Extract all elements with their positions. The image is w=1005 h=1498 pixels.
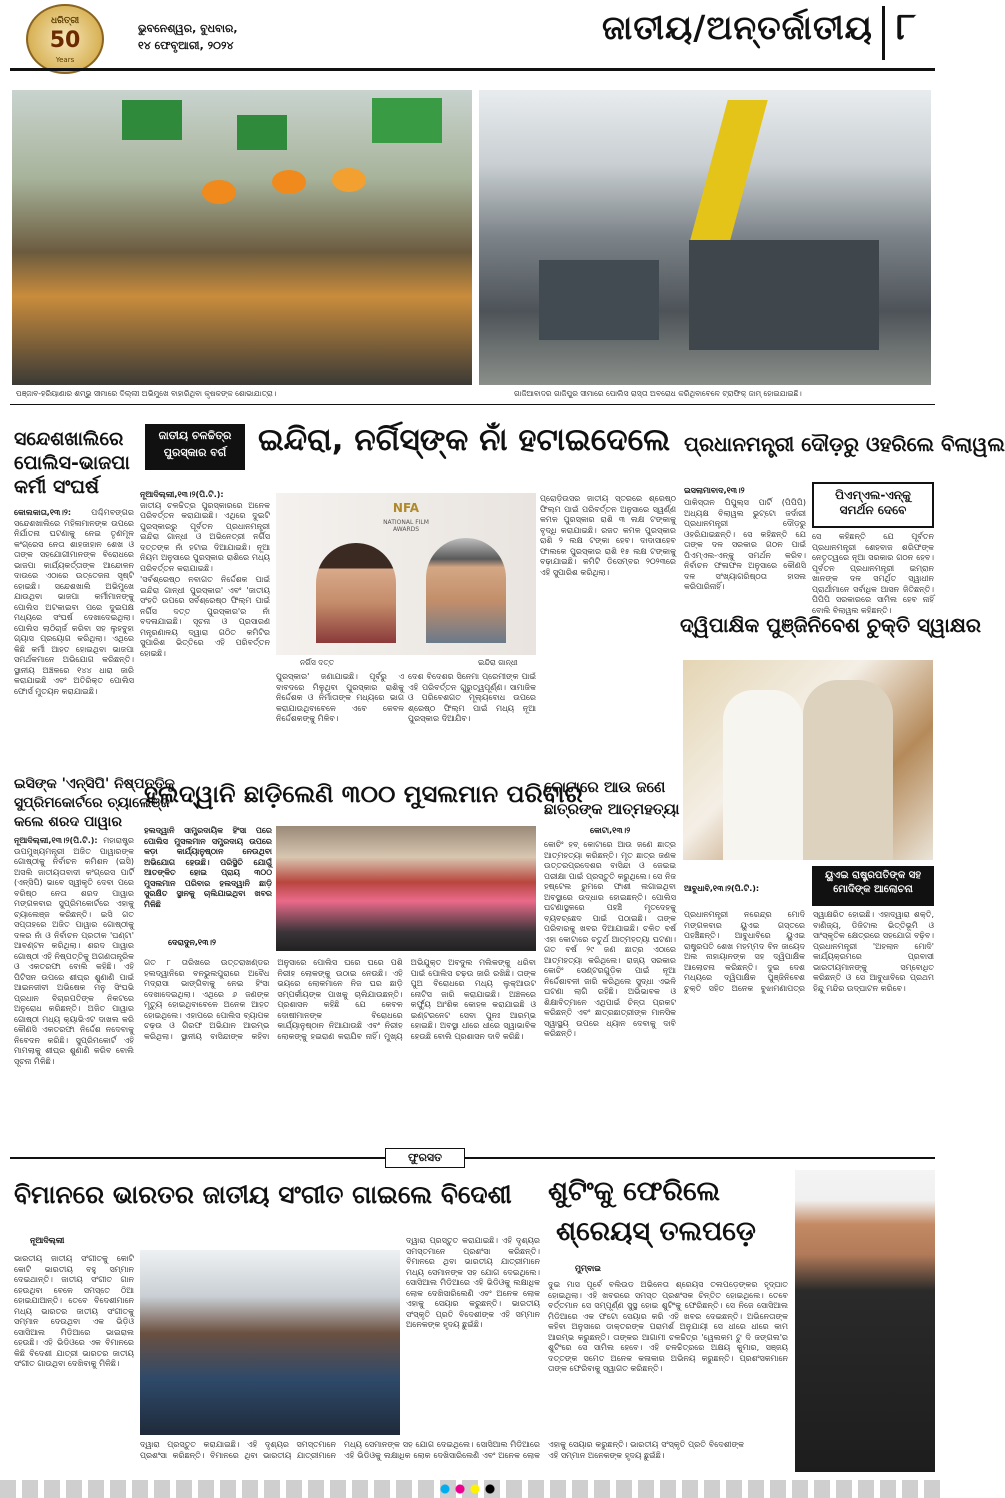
- header-divider: [882, 6, 885, 60]
- pawar-dateline: ନୂଆଦିଲ୍ଲୀ,୧୩।୨(ପି.ଟି.):: [14, 836, 98, 845]
- sandeshkhali-body: ପଶ୍ଚିମବଙ୍ଗର ସନ୍ଦେଶଖାଲିରେ ମହିଳାମାନଙ୍କ ଉପରେ ନିର୍ଯାତନା ଘଟଣାକୁ ନେଇ ତୃଣମୂଳ କଂଗ୍ରେସ ନେତା ଶାହଜାହାନ ଶେଖ ଓ ତାଙ୍କ ସହଯୋଗୀମାନଙ୍କ ବିରୋଧରେ ଭାଜପା କାର୍ଯ୍ୟକର୍ତ୍ତାଙ୍କ ଆନ୍ଦୋଳନ ଦାଉରେ ଏଠାରେ ଉତ୍ତେଜନା ସୃଷ୍ଟି ହୋଇଛି। ସନ୍ଦେଶଖାଲି ଅଭିମୁଖେ ଯାଉଥିବା ଭାଜପା କର୍ମୀମାନଙ୍କୁ ପୋଲିସ ଅଟକାଇବା ପରେ ଦୁଇପକ୍ଷ ମଧ୍ୟରେ ସଂଘର୍ଷ ଦେଖାଦେଇଥିଲା। ପୋଲିସ ଲାଠିଚାର୍ଜ କରିବା ସହ ଲୁହବୁହା ଗ୍ୟାସ ପ୍ରୟୋଗ କରିଥିଲା। ଏଥିରେ କିଛି କର୍ମୀ ଆହତ ହୋଇଥିବା ଭାଜପା ସମର୍ଥକମାନେ ଅଭିଯୋଗ କରିଛନ୍ତି। ସ୍ଥାନୀୟ ଅଞ୍ଚଳରେ ୧୪୪ ଧାରା ଜାରି କରାଯାଇଛି ଏବଂ ଅତିରିକ୍ତ ପୋଲିସ ଫୋର୍ସ ମୁତୟନ କରାଯାଇଛି।: [14, 508, 134, 696]
- pawar-headline-2: ସୁପ୍ରିମକୋର୍ଟରେ ଚ୍ୟାଲେଞ୍ଜ: [14, 795, 170, 811]
- indira-caption: ଇନ୍ଦିରା ଗାନ୍ଧୀ: [478, 658, 518, 667]
- shreyas-headline-1: ଶୁଟିଂକୁ ଫେରିଲେ: [548, 1176, 721, 1207]
- investment-box: [812, 866, 934, 906]
- nargis-caption: ନର୍ଗିସ ଦତ୍ତ: [300, 658, 335, 667]
- section-title: ଜାତୀୟ/ଅନ୍ତର୍ଜାତୀୟ: [602, 8, 873, 47]
- bilawal-dateline: ଇସଲାମାବାଦ,୧୩।୨: [684, 486, 745, 495]
- shreyas-headline-2: ଶ୍ରେୟସ୍ ତଲପଡ଼େ: [556, 1216, 756, 1247]
- section-rule: [10, 404, 935, 405]
- truck-shape: [689, 240, 879, 350]
- pawar-headline-3: କଲେ ଶରଦ ପାୱାର: [14, 814, 122, 830]
- sandeshkhali-headline-1: ସନ୍ଦେଶଖାଲିରେ: [14, 428, 124, 450]
- investment-headline: ଦ୍ୱିପାକ୍ଷିକ ପୁଞ୍ଜିନିବେଶ ଚୁକ୍ତି ସ୍ୱାକ୍ଷର: [680, 613, 982, 637]
- film-awards-col4: ପୁରସ୍କାର' ଜଣାଯାଇଛି। ପୂର୍ବରୁ ଏ ବାବଦରେ ମିଳୁଥିବା ପୁରସ୍କାର ରାଶିକୁ ନିର୍ଦ୍ଦେଶକ ଓ ନିର୍ମାତାଙ୍କ ମଧ୍ୟରେ ଭାଗ କରାଯାଉଥିବାବେଳେ ଏବେ କେବଳ ନିର୍ଦ୍ଦେଶକଙ୍କୁ ମିଳିବ।: [276, 672, 404, 723]
- sandeshkhali-dateline: କୋଲକାତା,୧୩।୨:: [14, 508, 72, 517]
- investment-body: ପ୍ରଧାନମନ୍ତ୍ରୀ ନରେନ୍ଦ୍ର ମୋଦି ମଙ୍ଗଳବାର ୟୁଏଇ ଗସ୍ତରେ ପହଞ୍ଚିଛନ୍ତି। ଆବୁଧାବିରେ ୟୁଏଇ ରାଷ୍ଟ୍ରପତି ଶେଖ ମହମ୍ମଦ ବିନ ଜାୟେଦ ଅଲ ନାହାୟାନଙ୍କ ସହ ଦ୍ୱିପାକ୍ଷିକ ଆଲୋଚନା କରିଛନ୍ତି। ଦୁଇ ଦେଶ ମଧ୍ୟରେ ଦ୍ୱିପାକ୍ଷିକ ପୁଞ୍ଜିନିବେଶ ଚୁକ୍ତି ସହିତ ଅନେକ ବୁଝାମଣାପତ୍ର ସ୍ୱାକ୍ଷରିତ ହୋଇଛି। ଏହାଦ୍ୱାରା ଶକ୍ତି, ବାଣିଜ୍ୟ, ଡିଜିଟାଲ ଭିତ୍ତିଭୂମି ଓ ସାଂସ୍କୃତିକ କ୍ଷେତ୍ରରେ ସହଯୋଗ ବଢ଼ିବ। ପ୍ରଧାନମନ୍ତ୍ରୀ 'ଅହଲାନ ମୋଦି' କାର୍ଯ୍ୟକ୍ରମରେ ପ୍ରବାସୀ ଭାରତୀୟମାନଙ୍କୁ ସମ୍ବୋଧିତ କରିଛନ୍ତି ଓ ସେ ଆବୁଧାବିରେ ପ୍ରଥମ ହିନ୍ଦୁ ମନ୍ଦିର ଉଦ୍‌ଘାଟନ କରିବେ।: [684, 910, 934, 993]
- bilawal-body: ପାକିସ୍ତାନ ପିପୁଲ୍ସ ପାର୍ଟି (ପିପିପି) ଅଧ୍ୟକ୍ଷ ବିଲାୱଲ ଭୁଟ୍ଟୋ ଜର୍ଦାରୀ ପ୍ରଧାନମନ୍ତ୍ରୀ ଦୌଡ଼ରୁ ଓହରିଯାଇଛନ୍ତି। ସେ କହିଛନ୍ତି ଯେ ତାଙ୍କ ଦଳ ସରକାର ଗଠନ ପାଇଁ ପିଏମ୍‌ଏଲ-ଏନ୍‌କୁ ସମର୍ଥନ କରିବ। ନିର୍ବାଚନ ଫଳାଫଳ ଅନୁସାରେ କୌଣସି ଦଳ ସଂଖ୍ୟାଗରିଷ୍ଠତା ହାସଲ କରିପାରିନାହିଁ।: [684, 498, 806, 591]
- flag-shape: [372, 98, 442, 143]
- logo-text: ଧରିତ୍ରୀ: [50, 16, 80, 26]
- figure-shape: [803, 680, 893, 860]
- investment-box-line-2: ମୋଦିଙ୍କ ଆଲୋଚନା: [833, 884, 913, 895]
- modi-uae-photo: [683, 660, 933, 860]
- film-awards-col3: ପ୍ରୋଡ଼ିଉସର ଜାତୀୟ ସ୍ତରରେ ଶ୍ରେଷ୍ଠ ଫିଲ୍ମ ପାଇଁ ପରିବର୍ତ୍ତନ ଅନୁସାରେ ସ୍ୱର୍ଣ୍ଣ କମଳ ପୁରସ୍କାର ରାଶି ୩ ଲକ୍ଷ ଟଙ୍କାକୁ ବୃଦ୍ଧି କରାଯାଇଛି। ରଜତ କମଳ ପୁରସ୍କାର ରାଶି ୨ ଲକ୍ଷ ଟଙ୍କା ହେବ। ଦାଦାସାହେବ ଫାଲକେ ପୁରସ୍କାର ରାଶି ୧୫ ଲକ୍ଷ ଟଙ୍କାକୁ ବଢ଼ାଯାଇଛି। କମିଟି ଡିସେମ୍ବର ୨୦୨୩ରେ ଏହି ସୁପାରିଶ କରିଥିଲା।: [540, 494, 676, 577]
- haldwani-body: ଗତ ୮ ତାରିଖରେ ଉତ୍ତରାଖଣ୍ଡର ହଲଦ୍ୱାନିରେ ବନଭୁଲପୁରାରେ ଅବୈଧ ମଦ୍ରାସା ଭାଙ୍ଗିବାକୁ ନେଇ ହିଂସା ଦେଖାଦେଇଥିଲା। ଏଥିରେ ୬ ଜଣଙ୍କ ମୃତ୍ୟୁ ହୋଇଥିବାବେଳେ ଅନେକ ଆହତ ହୋଇଥିଲେ। ଏହାପରେ ପୋଲିସ ବ୍ୟାପକ ଚଢ଼ଉ ଓ ଗିରଫ ଅଭିଯାନ ଆରମ୍ଭ କରିଥିଲା। ସ୍ଥାନୀୟ ବାସିନ୍ଦାଙ୍କ କହିବା ଅନୁସାରେ ପୋଲିସ ଘରେ ଘରେ ପଶି ନିରୀହ ଲୋକଙ୍କୁ ଉଠାଇ ନେଉଛି। ଏହି ଭୟରେ ଲୋକମାନେ ନିଜ ଘର ଛାଡ଼ି ସମ୍ପର୍କୀୟଙ୍କ ପାଖକୁ ଚାଲିଯାଉଛନ୍ତି। ପ୍ରଶାସନ କହିଛି ଯେ କେବଳ ଦୋଷୀମାନଙ୍କ ବିରୋଧରେ କାର୍ଯ୍ୟାନୁଷ୍ଠାନ ନିଆଯାଉଛି ଏବଂ ନିରୀହ ଲୋକଙ୍କୁ ହଇରାଣ କରାଯିବ ନାହିଁ। ମୁଖ୍ୟ ଅଭିଯୁକ୍ତ ଅବଦୁଲ ମଲିକଙ୍କୁ ଧରିବା ପାଇଁ ପୋଲିସ ଚଢ଼ଉ ଜାରି ରଖିଛି। ତାଙ୍କ ପୁଅ ବିରୋଧରେ ମଧ୍ୟ ଲୁକ୍‌ଆଉଟ ନୋଟିସ ଜାରି କରାଯାଇଛି। ଅଞ୍ଚଳରେ କର୍ଫ୍ୟୁ ଆଂଶିକ କୋହଳ କରାଯାଇଛି ଓ ଇଣ୍ଟରନେଟ ସେବା ପୁନଃ ଆରମ୍ଭ ହୋଇଛି। ଅବସ୍ଥା ଧୀରେ ଧୀରେ ସ୍ୱାଭାବିକ ହେଉଛି ବୋଲି ପ୍ରଶାସନ ଦାବି କରିଛି।: [144, 958, 536, 1041]
- figure-shape: [723, 690, 803, 860]
- fursat-label-text: ଫୁରସତ: [408, 1151, 442, 1164]
- pawar-headline-1: ଇସିଙ୍କ 'ଏନ୍‌ସିପି' ନିଷ୍ପତ୍ତିକୁ: [14, 776, 175, 792]
- haldwani-summary: ହଲଦ୍ୱାନି ସାମ୍ପ୍ରଦାୟିକ ହିଂସା ପରେ ପୋଲିସ ମୁସଲମାନ ସମ୍ପ୍ରଦାୟ ଉପରେ କଡ଼ା କାର୍ଯ୍ୟାନୁଷ୍ଠାନ ନେଉଥିବା ଅଭିଯୋଗ ହେଉଛି। ପରିସ୍ଥିତି ଯୋଗୁଁ ଆତଙ୍କିତ ହୋଇ ପ୍ରାୟ ୩୦୦ ମୁସଲମାନ ପରିବାର ହଲଦ୍ୱାନି ଛାଡ଼ି ସୁରକ୍ଷିତ ସ୍ଥାନକୁ ଚାଲିଯାଇଥିବା ଖବର ମିଳିଛି: [144, 826, 272, 909]
- turban-shape: [332, 168, 366, 192]
- film-awards-col5: ଦେଶ ବିଦେଶର ସିନେମା ପ୍ରେମୀଙ୍କ ପାଇଁ ଏହି ପରିବର୍ତ୍ତନ ଗୁରୁତ୍ୱପୂର୍ଣ୍ଣ। ସାମାଜିକ ଓ ପରିବେଶଗତ ମୂଲ୍ୟବୋଧ ଉପରେ ଶ୍ରେଷ୍ଠ ଫିଲ୍ମ ପାଇଁ ମଧ୍ୟ ନୂଆ ପୁରସ୍କାର ଦିଆଯିବ।: [408, 672, 536, 723]
- dateline-date: ୧୪ ଫେବୃଆରୀ, ୨୦୨୪: [138, 39, 234, 52]
- nfa-short: NFA: [392, 501, 420, 515]
- nfa-label: NATIONAL FILM AWARDS: [383, 519, 429, 533]
- film-awards-kicker: [145, 424, 245, 470]
- portrait-indira: [426, 538, 506, 643]
- kota-headline-1: କୋଟାରେ ଆଉ ଜଣେ: [544, 778, 666, 796]
- anthem-body-2: ଦ୍ୱାରା ପ୍ରସ୍ତୁତ କରାଯାଇଛି। ଏହି ଦୃଶ୍ୟର ସମସ୍ତମାନେ ପ୍ରଶଂସା କରିଛନ୍ତି। ବିମାନରେ ଥିବା ଭାରତୀୟ ଯାତ୍ରୀମାନେ ମଧ୍ୟ ସେମାନଙ୍କ ସହ ଯୋଗ ଦେଇଥିଲେ। ସୋସିଆଲ ମିଡିଆରେ ଏହି ଭିଡିଓକୁ ଲକ୍ଷାଧିକ ଲୋକ ଦେଖିସାରିଲେଣି ଏବଂ ଅନେକ ଲୋକ ଏହାକୁ ସେୟାର କରୁଛନ୍ତି। ଭାରତୀୟ ସଂସ୍କୃତି ପ୍ରତି ବିଦେଶୀଙ୍କ ଏହି ସମ୍ମାନ ଅନେକଙ୍କ ହୃଦୟ ଛୁଇଁଛି।: [140, 1440, 744, 1460]
- farmers-photo-caption: ପଞ୍ଜାବ-ହରିୟାଣାର ଶମ୍ଭୁ ସୀମାରେ ଦିଲ୍ଲୀ ଅଭିମୁଖେ ବାହାରିଥିବା କୃଷକଙ୍କ ଶୋଭାଯାତ୍ରା।: [16, 389, 277, 398]
- fursat-label: [385, 1148, 465, 1168]
- anthem-flight-photo: [140, 1250, 400, 1435]
- portrait-nargis: [316, 543, 396, 643]
- masthead-rule: [10, 68, 935, 71]
- sandeshkhali-headline-2: ପୋଲିସ-ଭାଜପା: [14, 452, 130, 474]
- anthem-headline: ବିମାନରେ ଭାରତର ଜାତୀୟ ସଂଗୀତ ଗାଇଲେ ବିଦେଶୀ: [14, 1180, 512, 1209]
- bilawal-box: [812, 482, 934, 528]
- film-awards-dateline: ନୂଆଦିଲ୍ଲୀ,୧୩।୨(ପି.ଟି.):: [140, 490, 224, 499]
- ghazipur-border-photo: [479, 90, 931, 385]
- sandeshkhali-headline-3: କର୍ମୀ ସଂଘର୍ଷ: [14, 476, 100, 498]
- shreyas-body: ଦୁଇ ମାସ ପୂର୍ବେ ବଲିଉଡ ଅଭିନେତା ଶ୍ରେୟସ ତଲପଡ଼େଙ୍କର ହୃଦ୍‌ଘାତ ହୋଇଥିଲା। ଏହି ଖବରରେ ସମସ୍ତ ପ୍ରଶଂସକ ଚିନ୍ତିତ ହୋଇଥିଲେ। ତେବେ ବର୍ତ୍ତମାନ ସେ ସମ୍ପୂର୍ଣ୍ଣ ସୁସ୍ଥ ହୋଇ ଶୁଟିଂକୁ ଫେରିଛନ୍ତି। ସେ ନିଜେ ସୋସିଆଲ ମିଡିଆରେ ଏକ ଫଟୋ ସେୟାର କରି ଏହି ଖବର ଦେଇଛନ୍ତି। ଅଭିନେତାଙ୍କ କହିବା ଅନୁସାରେ ଡାକ୍ତରଙ୍କ ପରାମର୍ଶ ଅନୁଯାୟୀ ସେ ଧୀରେ ଧୀରେ କାମ ଆରମ୍ଭ କରୁଛନ୍ତି। ତାଙ୍କର ଆଗାମୀ ଚଳଚ୍ଚିତ୍ର 'ୱେଲକମ ଟୁ ଦି ଜଙ୍ଗଲ'ର ଶୁଟିଂରେ ସେ ସାମିଲ ହେବେ। ଏହି ଚଳଚ୍ଚିତ୍ରରେ ଅକ୍ଷୟ କୁମାର, ସଞ୍ଜୟ ଦତ୍ତଙ୍କ ସମେତ ଅନେକ କଳାକାର ଅଭିନୟ କରୁଛନ୍ତି। ପ୍ରଶଂସକମାନେ ତାଙ୍କ ଫେରିବାକୁ ସ୍ୱାଗତ କରିଛନ୍ତି।: [548, 1280, 788, 1373]
- logo-years: 50: [49, 28, 81, 53]
- anthem-body-3: ଦ୍ୱାରା ପ୍ରସ୍ତୁତ କରାଯାଇଛି। ଏହି ଦୃଶ୍ୟର ସମସ୍ତମାନେ ପ୍ରଶଂସା କରିଛନ୍ତି। ବିମାନରେ ଥିବା ଭାରତୀୟ ଯାତ୍ରୀମାନେ ମଧ୍ୟ ସେମାନଙ୍କ ସହ ଯୋଗ ଦେଇଥିଲେ। ସୋସିଆଲ ମିଡିଆରେ ଏହି ଭିଡିଓକୁ ଲକ୍ଷାଧିକ ଲୋକ ଦେଖିସାରିଲେଣି ଏବଂ ଅନେକ ଲୋକ ଏହାକୁ ସେୟାର କରୁଛନ୍ତି। ଭାରତୀୟ ସଂସ୍କୃତି ପ୍ରତି ବିଦେଶୀଙ୍କ ଏହି ସମ୍ମାନ ଅନେକଙ୍କ ହୃଦୟ ଛୁଇଁଛି।: [406, 1236, 540, 1329]
- farmers-march-photo: [12, 90, 472, 385]
- anthem-body-1: ଭାରତୀୟ ଜାତୀୟ ସଂଗୀତକୁ କୋଟି କୋଟି ଭାରତୀୟ ବହୁ ସମ୍ମାନ ଦେଇଥାନ୍ତି। ଜାତୀୟ ସଂଗୀତ ଗାନ ହେଉଥିବା ବେଳେ ସମସ୍ତେ ଠିଆ ହୋଇଯାଆନ୍ତି। ତେବେ ବିଦେଶୀମାନେ ମଧ୍ୟ ଭାରତର ଜାତୀୟ ସଂଗୀତକୁ ସମ୍ମାନ ଦେଉଥିବା ଏକ ଭିଡ଼ିଓ ସୋସିଆଲ ମିଡିଆରେ ଭାଇରାଲ ହେଉଛି। ଏହି ଭିଡିଓରେ ଏକ ବିମାନରେ କିଛି ବିଦେଶୀ ଯାତ୍ରୀ ଭାରତର ଜାତୀୟ ସଂଗୀତ ଗାଉଥିବା ଦେଖିବାକୁ ମିଳିଛି।: [14, 1254, 134, 1368]
- shreyas-dateline: ମୁମ୍ବାଇ: [575, 1264, 601, 1273]
- nfa-logo: [371, 501, 441, 551]
- logo-sub: Years: [55, 56, 75, 64]
- ghazipur-photo-caption: ଗାଜିଆବାଦର ଗାଜିପୁର ସୀମାରେ ପୋଲିସ ରାସ୍ତା ଅବରୋଧ କରିଥିବାବେଳେ ଟ୍ରାଫିକ୍ ଜାମ୍ ହୋଇଯାଇଛି।: [514, 389, 802, 398]
- turban-shape: [202, 180, 236, 204]
- bilawal-headline: ପ୍ରଧାନମନ୍ତ୍ରୀ ଦୌଡ଼ରୁ ଓହରିଲେ ବିଲାୱଲ: [684, 432, 1005, 456]
- kicker-line-1: ଜାତୀୟ ଚଳଚ୍ଚିତ୍ର: [158, 429, 232, 442]
- kota-body: କୋଚିଂ ହବ୍ କୋଟାରେ ଆଉ ଜଣେ ଛାତ୍ର ଆତ୍ମହତ୍ୟା କରିଛନ୍ତି। ମୃତ ଛାତ୍ର ଜଣକ ଉତ୍ତରପ୍ରଦେଶର ବାସିନ୍ଦା ଓ ଜେଇଇ ପରୀକ୍ଷା ପାଇଁ ପ୍ରସ୍ତୁତି କରୁଥିଲେ। ସେ ନିଜ ହଷ୍ଟେଲ ରୁମରେ ଫାଶୀ ଲଗାଇଥିବା ଅବସ୍ଥାରେ ଉଦ୍ଧାର ହୋଇଛନ୍ତି। ପୋଲିସ ଘଟଣାସ୍ଥଳରେ ପହଞ୍ଚି ମୃତଦେହକୁ ବ୍ୟବଚ୍ଛେଦ ପାଇଁ ପଠାଇଛି। ତାଙ୍କ ପରିବାରକୁ ଖବର ଦିଆଯାଇଛି। ଚଳିତ ବର୍ଷ ଏହା କୋଟାରେ ଚତୁର୍ଥ ଆତ୍ମହତ୍ୟା ଘଟଣା। ଗତ ବର୍ଷ ୨୯ ଜଣ ଛାତ୍ର ଏଠାରେ ଆତ୍ମହତ୍ୟା କରିଥିଲେ। ରାଜ୍ୟ ସରକାର କୋଚିଂ ସେଣ୍ଟରଗୁଡ଼ିକ ପାଇଁ ନୂଆ ନିର୍ଦ୍ଦେଶାବଳୀ ଜାରି କରିଥିଲେ ସୁଦ୍ଧା ଏଭଳି ଘଟଣା ଲାଗି ରହିଛି। ଅଭିଭାବକ ଓ ଶିକ୍ଷାବିତ୍ମାନେ ଏଥିପାଇଁ ଚିନ୍ତା ପ୍ରକଟ କରିଛନ୍ତି ଏବଂ ଛାତ୍ରଛାତ୍ରୀଙ୍କ ମାନସିକ ସ୍ୱାସ୍ଥ୍ୟ ଉପରେ ଧ୍ୟାନ ଦେବାକୁ ଦାବି କରିଛନ୍ତି।: [544, 840, 676, 1038]
- newspaper-logo: [26, 4, 104, 74]
- print-registration-bar: [0, 1480, 945, 1498]
- film-awards-photo: [276, 493, 536, 655]
- investment-box-line-1: ୟୁଏଇ ରାଷ୍ଟ୍ରପତିଙ୍କ ସହ: [824, 870, 922, 881]
- film-awards-body-1: ଜାତୀୟ ଚଳଚ୍ଚିତ୍ର ପୁରସ୍କାରରେ ଅନେକ ପରିବର୍ତ୍ତନ କରାଯାଇଛି। ଏଥିରେ ଦୁଇଟି ପୁରସ୍କାରରୁ ପୂର୍ବତନ ପ୍ରଧାନମନ୍ତ୍ରୀ ଇନ୍ଦିରା ଗାନ୍ଧୀ ଓ ଅଭିନେତ୍ରୀ ନର୍ଗିସ ଦତ୍ତଙ୍କ ନାଁ ହଟାଇ ଦିଆଯାଇଛି। ନୂଆ ନିୟମ ଅନୁସାରେ ପୁରସ୍କାର ରାଶିରେ ମଧ୍ୟ ପରିବର୍ତ୍ତନ କରାଯାଇଛି।: [140, 500, 270, 573]
- registration-dots: [440, 1484, 500, 1494]
- masthead: [0, 0, 945, 84]
- bilawal-body-2: ସେ କହିଛନ୍ତି ଯେ ପୂର୍ବତନ ପ୍ରଧାନମନ୍ତ୍ରୀ ଶେହବାଜ ଶରିଫଙ୍କ ନେତୃତ୍ୱରେ ନୂଆ ସରକାର ଗଠନ ହେବ। ପୂର୍ବତନ ପ୍ରଧାନମନ୍ତ୍ରୀ ଇମ୍ରାନ ଖାନଙ୍କ ଦଳ ସମର୍ଥିତ ସ୍ୱାଧୀନ ପ୍ରାର୍ଥୀମାନେ ସର୍ବାଧିକ ଆସନ ଜିତିଛନ୍ତି। ପିପିପି ସରକାରରେ ସାମିଲ ହେବ ନାହିଁ ବୋଲି ବିଲାୱଲ କହିଛନ୍ତି।: [812, 532, 934, 615]
- haldwani-photo: [276, 826, 536, 951]
- haldwani-headline: ହଲଦ୍ୱାନି ଛାଡ଼ିଲେଣି ୩୦୦ ମୁସଲମାନ ପରିବାର: [144, 780, 583, 808]
- dateline-place: ଭୁବନେଶ୍ୱର, ବୁଧବାର,: [138, 22, 238, 35]
- haldwani-dateline: ଦେରାଦୁନ,୧୩।୨: [168, 938, 216, 947]
- kota-dateline: କୋଟା,୧୩।୨: [590, 826, 631, 835]
- shreyas-photo: [795, 1170, 935, 1472]
- bilawal-box-text: ପିଏମ୍‌ଏଲ-ଏନ୍‌କୁ ସମର୍ଥନ ଦେବେ: [835, 488, 911, 517]
- film-awards-headline: ଇନ୍ଦିରା, ନର୍ଗିସ୍‌ଙ୍କ ନାଁ ହଟାଇଦେଲେ: [258, 422, 671, 458]
- flag-shape: [237, 115, 287, 150]
- pawar-body: ମହାରାଷ୍ଟ୍ର ଉପମୁଖ୍ୟମନ୍ତ୍ରୀ ଅଜିତ ପାୱାରଙ୍କ ଗୋଷ୍ଠୀକୁ ନିର୍ବାଚନ କମିଶନ (ଇସି) ଅସଲି ଜାତୀୟତାବାଦୀ କଂଗ୍ରେସ ପାର୍ଟି (ଏନ୍‌ସିପି) ଭାବେ ସ୍ୱୀକୃତି ଦେବା ପରେ ବରିଷ୍ଠ ନେତା ଶରଦ ପାୱାର ମଙ୍ଗଳବାର ସୁପ୍ରିମକୋର୍ଟରେ ଏହାକୁ ଚ୍ୟାଲେଞ୍ଜ କରିଛନ୍ତି। ଇସି ଗତ ସପ୍ତାହରେ ଅଜିତ ପାୱାର ଗୋଷ୍ଠୀକୁ ଦଳର ନାଁ ଓ ନିର୍ବାଚନ ପ୍ରତୀକ 'ଘଣ୍ଟା' ଆବଣ୍ଟନ କରିଥିଲା। ଶରଦ ପାୱାର ଗୋଷ୍ଠୀ ଏହି ନିଷ୍ପତ୍ତିକୁ ଅଗଣତାନ୍ତ୍ରିକ ଓ ଏକତରଫା ବୋଲି କହିଛି। ଏହି ପିଟିସନ ଉପରେ ଶୀଘ୍ର ଶୁଣାଣି ପାଇଁ ଆଇନଜୀବୀ ଅଭିଷେକ ମନୁ ସିଂଘଭି ପ୍ରଧାନ ବିଚାରପତିଙ୍କ ନିକଟରେ ଅନୁରୋଧ କରିଛନ୍ତି। ଅଜିତ ପାୱାର ଗୋଷ୍ଠୀ ମଧ୍ୟ କ୍ୟାଭିଏଟ ଦାଖଲ କରି କୌଣସି ଏକତରଫା ନିର୍ଦ୍ଦେଶ ନଦେବାକୁ ନିବେଦନ କରିଛି। ସୁପ୍ରିମକୋର୍ଟ ଏହି ମାମଲାକୁ ଶୀଘ୍ର ଶୁଣାଣି କରିବ ବୋଲି ସୂଚନା ମିଳିଛି।: [14, 836, 134, 1066]
- sandeshkhali-article: [14, 508, 134, 770]
- crane-shape: [690, 100, 768, 240]
- film-awards-col2: 'ସର୍ବଶ୍ରେଷ୍ଠ ନବାଗତ ନିର୍ଦ୍ଦେଶକ ପାଇଁ ଇନ୍ଦିରା ଗାନ୍ଧୀ ପୁରସ୍କାର' ଏବଂ 'ଜାତୀୟ ସଂହତି ଉପରେ ସର୍ବଶ୍ରେଷ୍ଠ ଫିଲ୍ମ ପାଇଁ ନର୍ଗିସ ଦତ୍ତ ପୁରସ୍କାର'ର ନାଁ ବଦଳାଯାଇଛି। ସୂଚନା ଓ ପ୍ରସାରଣ ମନ୍ତ୍ରଣାଳୟ ଦ୍ୱାରା ଗଠିତ କମିଟିର ସୁପାରିଶ ଭିତ୍ତିରେ ଏହି ପରିବର୍ତ୍ତନ ହୋଇଛି।: [140, 575, 270, 658]
- fursat-rule: [10, 1157, 935, 1159]
- page-number: ୮: [896, 4, 916, 48]
- kicker-line-2: ପୁରସ୍କାର ବର୍ଗ: [163, 446, 227, 459]
- pawar-article: [14, 836, 134, 1141]
- flag-shape: [122, 100, 182, 140]
- investment-dateline: ଆବୁଧାବି,୧୩।୨(ପି.ଟି.):: [684, 884, 760, 893]
- turban-shape: [272, 170, 306, 194]
- kota-headline-2: ଛାତ୍ରଙ୍କ ଆତ୍ମହତ୍ୟା: [544, 800, 680, 818]
- anthem-dateline: ନୂଆଦିଲ୍ଲୀ: [30, 1236, 65, 1245]
- police-vehicle-shape: [539, 260, 659, 340]
